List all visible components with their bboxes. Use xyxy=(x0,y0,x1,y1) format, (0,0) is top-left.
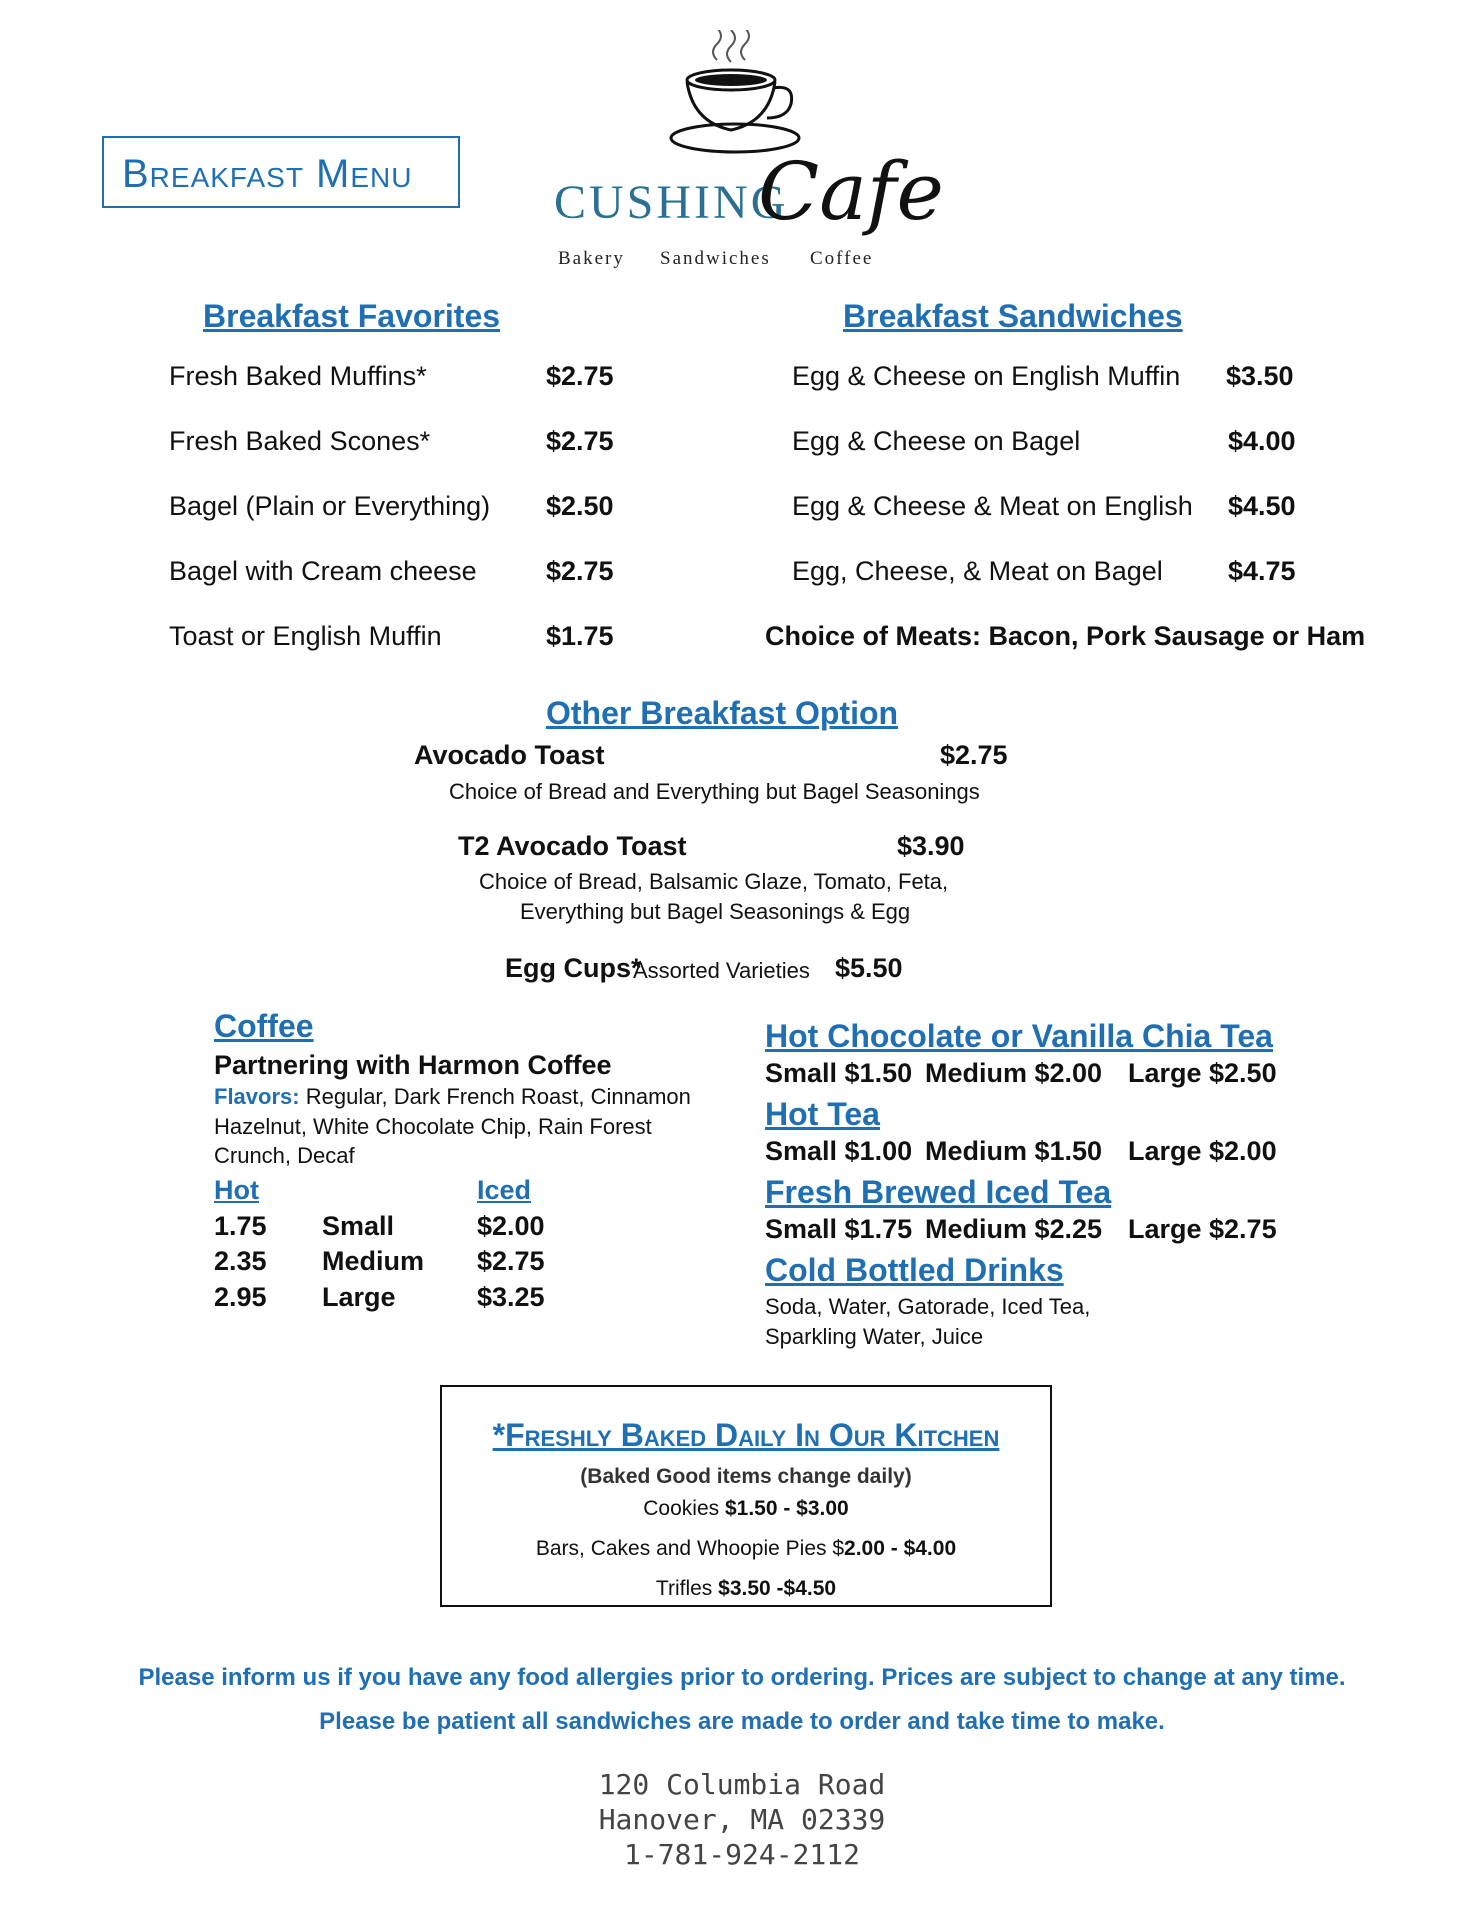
hottea-heading: Hot Tea xyxy=(765,1096,880,1132)
cookies-label: Cookies xyxy=(643,1497,720,1520)
flavors-text: Crunch, Decaf xyxy=(214,1143,355,1168)
favorites-item-name: Bagel with Cream cheese xyxy=(169,556,477,586)
trifles-price: $3.50 -$4.50 xyxy=(718,1577,837,1600)
other-heading: Other Breakfast Option xyxy=(546,695,899,731)
baked-note: (Baked Good items change daily) xyxy=(580,1465,912,1488)
sandwiches-item-name: Egg & Cheese & Meat on English xyxy=(792,491,1193,521)
coffee-iced-price: $2.75 xyxy=(477,1246,545,1276)
bottled-list: Sparkling Water, Juice xyxy=(765,1324,984,1349)
hotchoc-heading: Hot Chocolate or Vanilla Chia Tea xyxy=(765,1018,1273,1054)
avocado-toast-desc: Choice of Bread and Everything but Bagel Seasonings xyxy=(449,779,980,804)
drink-size-price: Large $2.75 xyxy=(1128,1214,1277,1244)
drink-size-price: Large $2.00 xyxy=(1128,1136,1277,1166)
coffee-hot-price: 2.35 xyxy=(214,1246,267,1276)
t2-avocado-name: T2 Avocado Toast xyxy=(458,831,687,861)
sandwiches-item-price: $4.75 xyxy=(1228,556,1296,586)
baked-heading: *Freshly Baked Daily In Our Kitchen xyxy=(492,1417,1000,1453)
t2-avocado-desc: Choice of Bread, Balsamic Glaze, Tomato, Feta, xyxy=(479,869,949,894)
address-street: 120 Columbia Road xyxy=(598,1768,886,1801)
bottled-heading: Cold Bottled Drinks xyxy=(765,1252,1064,1288)
address-city: Hanover, MA 02339 xyxy=(598,1803,886,1836)
coffee-iced-label: Iced xyxy=(477,1175,532,1205)
flavors-text: Regular, Dark French Roast, Cinnamon xyxy=(305,1084,691,1109)
icedtea-heading: Fresh Brewed Iced Tea xyxy=(765,1174,1112,1210)
trifles-label: Trifles xyxy=(655,1577,713,1600)
favorites-item-name: Bagel (Plain or Everything) xyxy=(169,491,491,521)
coffee-size: Medium xyxy=(322,1246,425,1276)
egg-cups-name: Egg Cups* xyxy=(505,953,642,983)
flavors-label: Flavors: xyxy=(214,1084,300,1109)
flavors-text: Hazelnut, White Chocolate Chip, Rain Forest xyxy=(214,1114,652,1139)
favorites-item-name: Fresh Baked Muffins* xyxy=(169,361,427,391)
avocado-toast-price: $2.75 xyxy=(940,740,1008,770)
meats-note: Choice of Meats: Bacon, Pork Sausage or Ham xyxy=(765,621,1366,651)
favorites-item-price: $2.75 xyxy=(546,426,614,456)
avocado-toast-name: Avocado Toast xyxy=(414,740,605,770)
sandwiches-item-price: $3.50 xyxy=(1226,361,1294,391)
bottled-list: Soda, Water, Gatorade, Iced Tea, xyxy=(765,1294,1091,1319)
favorites-item-price: $2.75 xyxy=(546,556,614,586)
drink-size-price: Medium $1.50 xyxy=(925,1136,1103,1166)
logo-script-text: Cafe xyxy=(758,145,944,238)
sandwiches-item-price: $4.00 xyxy=(1228,426,1296,456)
egg-cups-price: $5.50 xyxy=(835,953,903,983)
coffee-hot-price: 1.75 xyxy=(214,1211,267,1241)
drink-size-price: Small $1.50 xyxy=(765,1058,913,1088)
t2-avocado-price: $3.90 xyxy=(897,831,965,861)
coffee-iced-price: $2.00 xyxy=(477,1211,545,1241)
logo-tagline-bakery: Bakery xyxy=(558,248,625,269)
coffee-partner: Partnering with Harmon Coffee xyxy=(214,1050,612,1080)
coffee-size: Large xyxy=(322,1282,396,1312)
favorites-heading: Breakfast Favorites xyxy=(203,298,501,334)
drink-size-price: Large $2.50 xyxy=(1128,1058,1277,1088)
allergy-notice: Please inform us if you have any food allergies prior to ordering. Prices are subject to change at any time. xyxy=(138,1664,1346,1691)
drink-size-price: Medium $2.25 xyxy=(925,1214,1103,1244)
menu-title-box xyxy=(102,136,460,208)
favorites-item-price: $2.50 xyxy=(546,491,614,521)
egg-cups-note: Assorted Varieties xyxy=(633,958,810,983)
bars-label: Bars, Cakes and Whoopie Pies $ xyxy=(535,1537,845,1560)
coffee-heading: Coffee xyxy=(214,1008,314,1044)
sandwiches-item-name: Egg & Cheese on Bagel xyxy=(792,426,1081,456)
patience-notice: Please be patient all sandwiches are made to order and take time to make. xyxy=(319,1708,1165,1735)
cookies-price: $1.50 - $3.00 xyxy=(724,1497,849,1520)
favorites-item-price: $1.75 xyxy=(546,621,614,651)
address-phone: 1-781-924-2112 xyxy=(623,1838,860,1871)
menu-title: Breakfast Menu xyxy=(122,152,413,196)
drink-size-price: Small $1.75 xyxy=(765,1214,913,1244)
drink-size-price: Medium $2.00 xyxy=(925,1058,1103,1088)
coffee-size: Small xyxy=(322,1211,395,1241)
bars-price: 2.00 - $4.00 xyxy=(844,1537,957,1560)
logo-brand-text: CUSHING xyxy=(554,176,789,229)
logo-tagline-sandwiches: Sandwiches xyxy=(660,248,771,269)
favorites-item-name: Fresh Baked Scones* xyxy=(169,426,431,456)
coffee-hot-price: 2.95 xyxy=(214,1282,267,1312)
favorites-item-name: Toast or English Muffin xyxy=(169,621,442,651)
freshly-baked-box xyxy=(440,1385,1052,1607)
favorites-item-price: $2.75 xyxy=(546,361,614,391)
drink-size-price: Small $1.00 xyxy=(765,1136,913,1166)
coffee-iced-price: $3.25 xyxy=(477,1282,545,1312)
sandwiches-item-price: $4.50 xyxy=(1228,491,1296,521)
t2-avocado-desc: Everything but Bagel Seasonings & Egg xyxy=(520,899,911,924)
logo-tagline-coffee: Coffee xyxy=(810,248,874,269)
sandwiches-heading: Breakfast Sandwiches xyxy=(843,298,1183,334)
sandwiches-item-name: Egg, Cheese, & Meat on Bagel xyxy=(792,556,1163,586)
sandwiches-item-name: Egg & Cheese on English Muffin xyxy=(792,361,1181,391)
coffee-hot-label: Hot xyxy=(214,1175,259,1205)
cafe-logo xyxy=(540,30,944,280)
coffee-cup-icon xyxy=(665,30,815,160)
